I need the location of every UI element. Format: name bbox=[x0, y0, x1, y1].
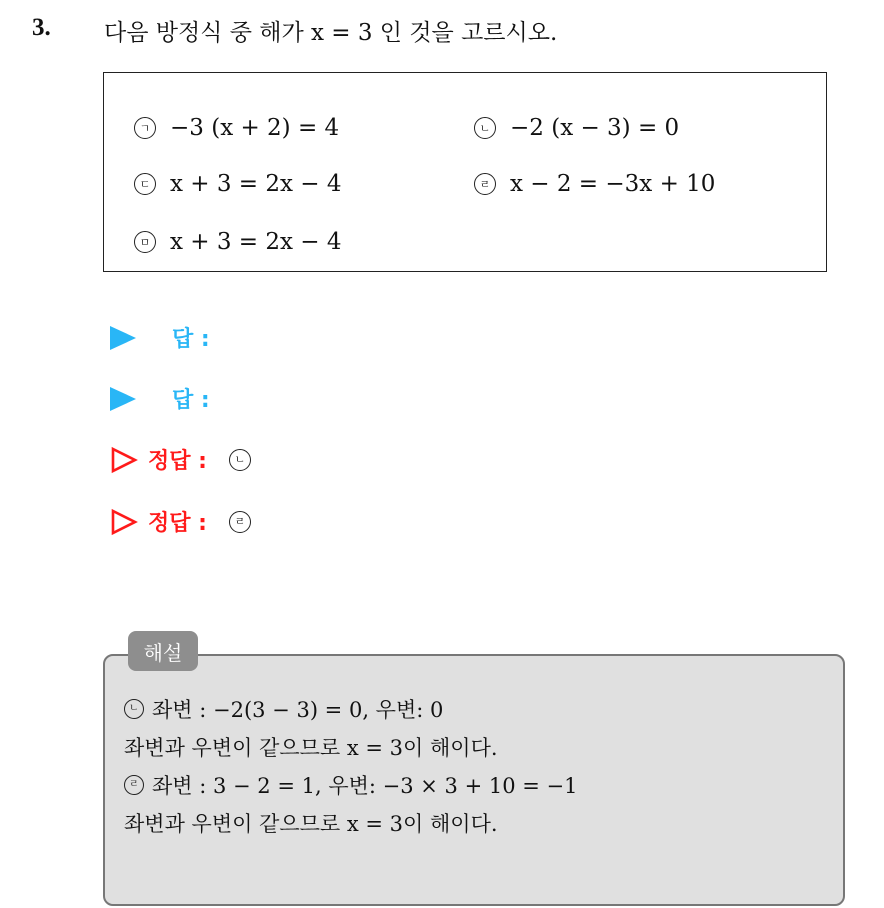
choice-2 bbox=[474, 115, 679, 141]
outline-triangle-icon bbox=[110, 446, 138, 474]
choice-marker-5: ㅁ bbox=[134, 231, 156, 253]
explanation-text-4: 좌변과 우변이 같으므로 x = 3이 해이다. bbox=[124, 812, 498, 836]
choice-marker-3: ㄷ bbox=[134, 173, 156, 195]
explanation-line-4 bbox=[124, 808, 498, 838]
choice-marker-4: ㄹ bbox=[474, 173, 496, 195]
choice-expression-5: x + 3 = 2x − 4 bbox=[170, 229, 342, 255]
choice-marker-2: ㄴ bbox=[474, 117, 496, 139]
choice-expression-1: −3 (x + 2) = 4 bbox=[170, 115, 340, 141]
explanation-text-2: 좌변과 우변이 같으므로 x = 3이 해이다. bbox=[124, 736, 498, 760]
correct-answer-value: ㄹ bbox=[229, 511, 251, 533]
play-arrow-icon bbox=[110, 326, 136, 350]
choice-4 bbox=[474, 171, 715, 197]
choice-marker-1: ㄱ bbox=[134, 117, 156, 139]
choice-expression-3: x + 3 = 2x − 4 bbox=[170, 171, 342, 197]
question-number: 3. bbox=[32, 14, 51, 41]
choice-5 bbox=[134, 229, 342, 255]
choices-box bbox=[103, 72, 827, 272]
explanation-marker-1: ㄴ bbox=[124, 699, 144, 719]
explanation-line-1 bbox=[124, 694, 443, 724]
correct-answer-2 bbox=[110, 506, 251, 537]
answer-label: 답 : bbox=[172, 327, 210, 352]
explanation-text-1: 좌변 : −2(3 − 3) = 0, 우변: 0 bbox=[152, 698, 444, 722]
explanation-text-3: 좌변 : 3 − 2 = 1, 우변: −3 × 3 + 10 = −1 bbox=[152, 774, 578, 798]
answer-blank-2[interactable] bbox=[110, 383, 210, 414]
explanation-line-3 bbox=[124, 770, 577, 800]
correct-answer-1 bbox=[110, 444, 251, 475]
choice-expression-4: x − 2 = −3x + 10 bbox=[510, 171, 716, 197]
play-arrow-icon bbox=[110, 387, 136, 411]
outline-triangle-icon bbox=[110, 508, 138, 536]
answer-label: 답 : bbox=[172, 388, 210, 413]
correct-answer-label: 정답 : bbox=[148, 511, 207, 536]
explanation-marker-3: ㄹ bbox=[124, 775, 144, 795]
correct-answer-value: ㄴ bbox=[229, 449, 251, 471]
choice-3 bbox=[134, 171, 342, 197]
answer-blank-1[interactable] bbox=[110, 322, 210, 353]
correct-answer-label: 정답 : bbox=[148, 449, 207, 474]
choice-expression-2: −2 (x − 3) = 0 bbox=[510, 115, 680, 141]
choice-1 bbox=[134, 115, 339, 141]
explanation-line-2 bbox=[124, 732, 498, 762]
explanation-tab: 해설 bbox=[128, 631, 198, 671]
question-text: 다음 방정식 중 해가 x = 3 인 것을 고르시오. bbox=[104, 20, 558, 46]
